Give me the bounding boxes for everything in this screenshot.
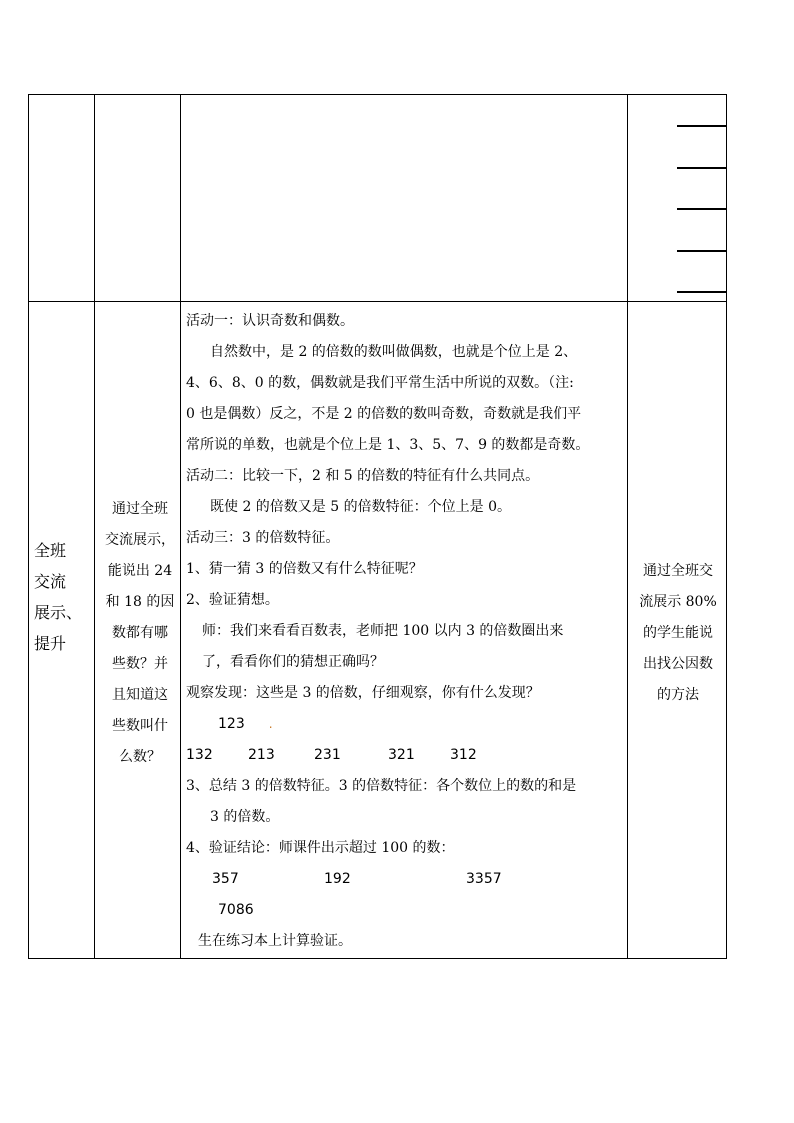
activity-three-title: 活动三：3 的倍数特征。 [186, 530, 340, 546]
number-row [186, 709, 626, 740]
activity-one-text: 4、6、8、0 的数，偶数就是我们平常生活中所说的双数。（注: [186, 375, 574, 391]
result-line: 的方法 [657, 687, 699, 703]
teacher-text: 了，看看你们的猜想正确吗？ [202, 654, 384, 670]
number-value: 192 [324, 871, 351, 887]
goal-line: 些数叫什 [112, 718, 168, 734]
activity-one-text: 自然数中，是 2 的倍数的数叫做偶数，也就是个位上是 2、 [210, 344, 578, 360]
goal-line: 些数？并 [112, 656, 168, 672]
stage-line: 展示、 [34, 603, 83, 622]
number-value: 123 [218, 716, 245, 732]
activity-two-text: 既使 2 的倍数又是 5 的倍数特征：个位上是 0。 [210, 499, 511, 515]
goal-line: 数都有哪 [112, 625, 168, 641]
result-cell [633, 556, 723, 711]
teacher-text: 师：我们来看看百数表，老师把 100 以内 3 的倍数圈出来 [202, 623, 564, 639]
stage-line: 提升 [34, 634, 67, 653]
goal-cell [100, 494, 180, 773]
result-line: 流展示 80% [639, 594, 717, 610]
activity-one-text: 0 也是偶数）反之，不是 2 的倍数的数叫奇数，奇数就是我们平 [186, 406, 582, 422]
goal-line: 交流展示， [105, 532, 175, 548]
number-value: 312 [450, 747, 477, 763]
activity-two-title: 活动二：比较一下，2 和 5 的倍数的特征有什么共同点。 [186, 468, 540, 484]
cell-rule [677, 250, 727, 252]
number-value: 3357 [466, 871, 502, 887]
result-line: 通过全班交 [643, 563, 713, 579]
step-two: 2、验证猜想。 [186, 592, 279, 608]
number-value: 7086 [218, 902, 254, 918]
calc-note: 生在练习本上计算验证。 [198, 933, 352, 949]
number-value: 231 [314, 747, 341, 763]
goal-line: 能说出 24 [107, 563, 173, 579]
observation-text: 观察发现：这些是 3 的倍数，仔细观察，你有什么发现？ [186, 685, 540, 701]
table-divider [180, 94, 181, 959]
step-one: 1、猜一猜 3 的倍数又有什么特征呢？ [186, 561, 423, 577]
cell-rule [677, 167, 727, 169]
step-four: 4、验证结论：师课件出示超过 100 的数： [186, 840, 455, 856]
table-divider [28, 301, 727, 302]
cell-rule [677, 291, 727, 293]
stage-line: 全班 [34, 541, 67, 560]
result-line: 的学生能说 [643, 625, 713, 641]
number-row [186, 740, 626, 771]
number-mark: . [268, 717, 273, 731]
goal-line: 通过全班 [112, 501, 168, 517]
number-row [186, 864, 626, 895]
result-line: 出找公因数 [643, 656, 713, 672]
goal-line: 且知道这 [112, 687, 168, 703]
number-value: 213 [248, 747, 275, 763]
activity-one-text: 常所说的单数，也就是个位上是 1、3、5、7、9 的数都是奇数。 [186, 437, 590, 453]
cell-rule [677, 208, 727, 210]
stage-line: 交流 [34, 572, 67, 591]
cell-rule [677, 125, 727, 127]
table-divider [627, 94, 628, 959]
number-value: 321 [388, 747, 415, 763]
step-three: 3 的倍数。 [210, 809, 280, 825]
goal-line: 么数？ [119, 749, 161, 765]
number-value: 132 [186, 747, 213, 763]
table-divider [94, 94, 95, 959]
number-value: 357 [212, 871, 239, 887]
goal-line: 和 18 的因 [105, 594, 175, 610]
step-three: 3、总结 3 的倍数特征。3 的倍数特征：各个数位上的数的和是 [186, 778, 577, 794]
stage-cell [34, 535, 90, 659]
activity-cell [186, 306, 626, 957]
activity-one-title: 活动一：认识奇数和偶数。 [186, 313, 354, 329]
